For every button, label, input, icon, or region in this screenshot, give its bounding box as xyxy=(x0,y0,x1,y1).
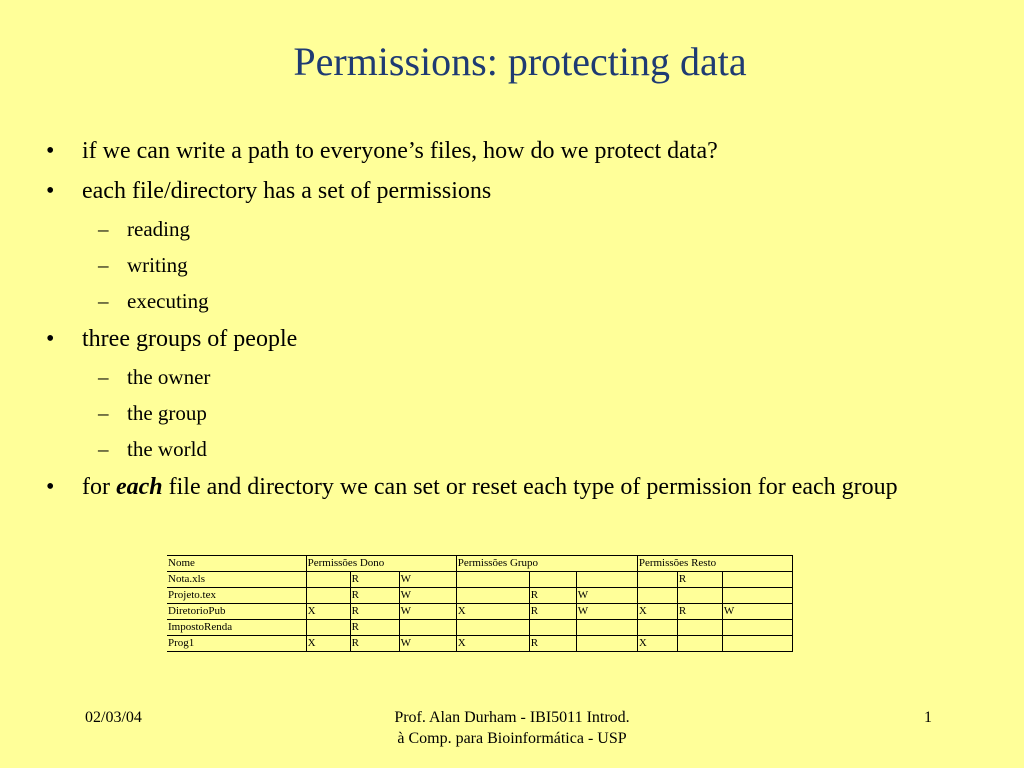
table-cell: R xyxy=(350,636,399,652)
table-cell: ImpostoRenda xyxy=(167,620,306,636)
table-cell: Nota.xls xyxy=(167,572,306,588)
table-cell: W xyxy=(722,604,792,620)
table-cell: R xyxy=(677,604,722,620)
table-cell: W xyxy=(576,588,637,604)
footer-page-number: 1 xyxy=(924,709,932,726)
table-cell xyxy=(529,572,576,588)
table-cell xyxy=(306,620,350,636)
bullet-item xyxy=(40,322,940,356)
table-cell xyxy=(637,572,677,588)
table-cell: R xyxy=(529,604,576,620)
header-cell: Permissões Dono xyxy=(306,556,456,572)
table-cell: R xyxy=(529,588,576,604)
table-cell: DiretorioPub xyxy=(167,604,306,620)
table-cell: X xyxy=(637,636,677,652)
table-cell: R xyxy=(350,572,399,588)
table-cell: W xyxy=(399,572,456,588)
table-cell: W xyxy=(576,604,637,620)
slide-title: Permissions: protecting data xyxy=(293,39,747,84)
sub-bullet-item xyxy=(40,250,940,280)
table-row xyxy=(167,572,793,588)
table-cell xyxy=(576,636,637,652)
table-cell: R xyxy=(350,588,399,604)
table-cell: Projeto.tex xyxy=(167,588,306,604)
dash-icon: – xyxy=(98,217,109,241)
sub-bullet-text: the owner xyxy=(127,365,211,389)
permissions-table xyxy=(167,555,793,652)
table-cell: R xyxy=(677,572,722,588)
table-header-row xyxy=(167,556,793,572)
emphasis-text: each xyxy=(115,474,163,500)
bullet-item xyxy=(40,470,940,504)
table-cell: R xyxy=(529,636,576,652)
bullet-icon: • xyxy=(46,326,55,352)
bullet-text-pre: for xyxy=(82,474,116,500)
sub-bullet-item xyxy=(40,286,940,316)
table-cell: Prog1 xyxy=(167,636,306,652)
table-cell xyxy=(456,588,529,604)
footer-credit xyxy=(342,707,682,749)
footer-date: 02/03/04 xyxy=(85,709,142,726)
bullet-icon: • xyxy=(46,474,55,500)
table-cell xyxy=(637,588,677,604)
dash-icon: – xyxy=(98,401,109,425)
dash-icon: – xyxy=(98,289,109,313)
header-cell: Permissões Resto xyxy=(637,556,792,572)
sub-bullet-text: executing xyxy=(127,289,209,313)
footer-credit-line1: Prof. Alan Durham - IBI5011 Introd. xyxy=(394,709,630,726)
table-cell: X xyxy=(306,604,350,620)
table-cell xyxy=(399,620,456,636)
dash-icon: – xyxy=(98,253,109,277)
bullet-list xyxy=(40,134,940,510)
footer-credit-line2: à Comp. para Bioinformática - USP xyxy=(397,730,627,747)
dash-icon: – xyxy=(98,437,109,461)
table-cell xyxy=(722,588,792,604)
table-cell: X xyxy=(456,604,529,620)
table-cell xyxy=(637,620,677,636)
bullet-text: each file/directory has a set of permissions xyxy=(82,178,492,204)
table-cell xyxy=(576,620,637,636)
table-cell xyxy=(722,636,792,652)
bullet-item xyxy=(40,134,940,168)
bullet-icon: • xyxy=(46,178,55,204)
table-cell xyxy=(456,620,529,636)
bullet-icon: • xyxy=(46,138,55,164)
sub-bullet-text: reading xyxy=(127,217,190,241)
table-cell xyxy=(576,572,637,588)
table-cell: X xyxy=(306,636,350,652)
table-cell: R xyxy=(350,604,399,620)
table-cell xyxy=(722,572,792,588)
table-cell: W xyxy=(399,636,456,652)
table-cell xyxy=(529,620,576,636)
dash-icon: – xyxy=(98,365,109,389)
table-cell: X xyxy=(637,604,677,620)
sub-bullet-item xyxy=(40,398,940,428)
table-row xyxy=(167,604,793,620)
bullet-text: three groups of people xyxy=(82,326,298,352)
sub-bullet-item xyxy=(40,214,940,244)
table-cell: X xyxy=(456,636,529,652)
sub-bullet-text: the group xyxy=(127,401,207,425)
header-cell: Permissões Grupo xyxy=(456,556,637,572)
sub-bullet-item xyxy=(40,362,940,392)
table-cell xyxy=(677,620,722,636)
table-cell xyxy=(722,620,792,636)
table-row xyxy=(167,588,793,604)
table-cell: W xyxy=(399,588,456,604)
table-cell: W xyxy=(399,604,456,620)
table-cell xyxy=(306,572,350,588)
bullet-item xyxy=(40,174,940,208)
table-row xyxy=(167,620,793,636)
sub-bullet-text: the world xyxy=(127,437,207,461)
table-cell xyxy=(677,588,722,604)
table-cell xyxy=(306,588,350,604)
table-row xyxy=(167,636,793,652)
table-cell xyxy=(677,636,722,652)
sub-bullet-item xyxy=(40,434,940,464)
sub-bullet-text: writing xyxy=(127,253,188,277)
table-cell: R xyxy=(350,620,399,636)
bullet-text-post: file and directory we can set or reset each type of permission for each group xyxy=(162,474,898,500)
bullet-text: if we can write a path to everyone’s files, how do we protect data? xyxy=(82,138,718,164)
table-cell xyxy=(456,572,529,588)
header-cell: Nome xyxy=(167,556,306,572)
